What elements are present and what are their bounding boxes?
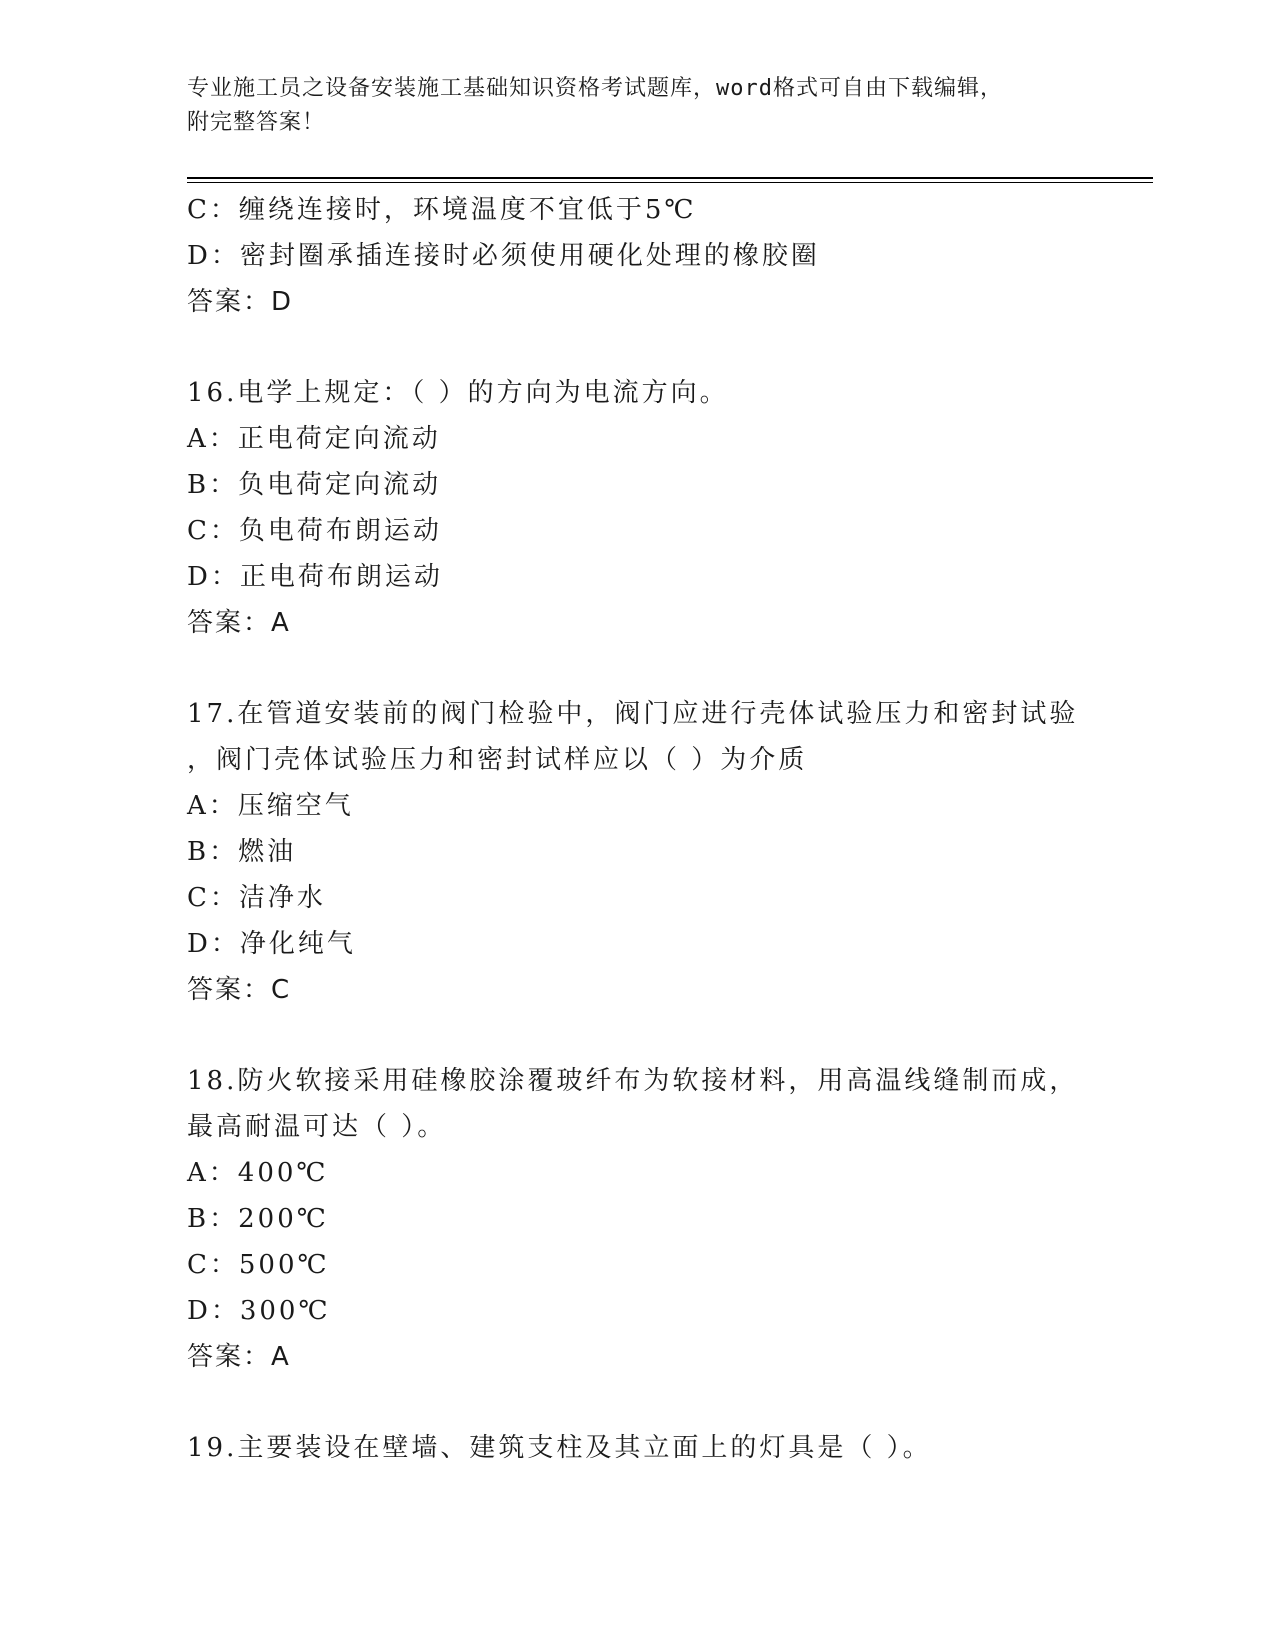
question-stem-line-1: 17.在管道安装前的阀门检验中，阀门应进行壳体试验压力和密封试验 [187, 699, 1079, 729]
question-block-16 [187, 370, 1087, 646]
question-list [187, 187, 1087, 1471]
question-block-19 [187, 1425, 1087, 1471]
answer-label: 答案：C [187, 975, 292, 1005]
option-d: D：净化纯气 [187, 929, 356, 959]
option-a: A：正电荷定向流动 [187, 424, 441, 454]
question-stem: 19.主要装设在壁墙、建筑支柱及其立面上的灯具是（ ）。 [187, 1433, 932, 1463]
answer-label: 答案：D [187, 287, 294, 317]
question-stem-line-2: ，阀门壳体试验压力和密封试样应以（ ）为介质 [187, 745, 808, 775]
header-line-1: 专业施工员之设备安装施工基础知识资格考试题库，word格式可自由下载编辑， [187, 76, 1003, 101]
option-d: D：密封圈承插连接时必须使用硬化处理的橡胶圈 [187, 241, 820, 271]
option-d: D：300℃ [187, 1296, 331, 1326]
document-header [187, 72, 1087, 140]
option-c: C：缠绕连接时，环境温度不宜低于5℃ [187, 195, 697, 225]
option-b: B：200℃ [187, 1204, 329, 1234]
answer-label: 答案：A [187, 1342, 291, 1372]
option-a: A：400℃ [187, 1158, 329, 1188]
answer-label: 答案：A [187, 608, 291, 638]
option-b: B：负电荷定向流动 [187, 470, 442, 500]
option-c: C：洁净水 [187, 883, 326, 913]
question-stem: 16.电学上规定：（ ）的方向为电流方向。 [187, 378, 729, 408]
header-divider-thick [187, 177, 1153, 179]
option-c: C：500℃ [187, 1250, 330, 1280]
question-block-18 [187, 1058, 1087, 1380]
header-line-2: 附完整答案！ [187, 110, 326, 135]
option-d: D：正电荷布朗运动 [187, 562, 443, 592]
question-block-17 [187, 691, 1087, 1013]
question-stem-line-2: 最高耐温可达（ ）。 [187, 1112, 447, 1142]
question-stem-line-1: 18.防火软接采用硅橡胶涂覆玻纤布为软接材料，用高温线缝制而成， [187, 1066, 1079, 1096]
option-c: C：负电荷布朗运动 [187, 516, 442, 546]
option-a: A：压缩空气 [187, 791, 354, 821]
option-b: B：燃油 [187, 837, 297, 867]
header-divider-thin [187, 182, 1153, 183]
question-block-prev [187, 187, 1087, 325]
